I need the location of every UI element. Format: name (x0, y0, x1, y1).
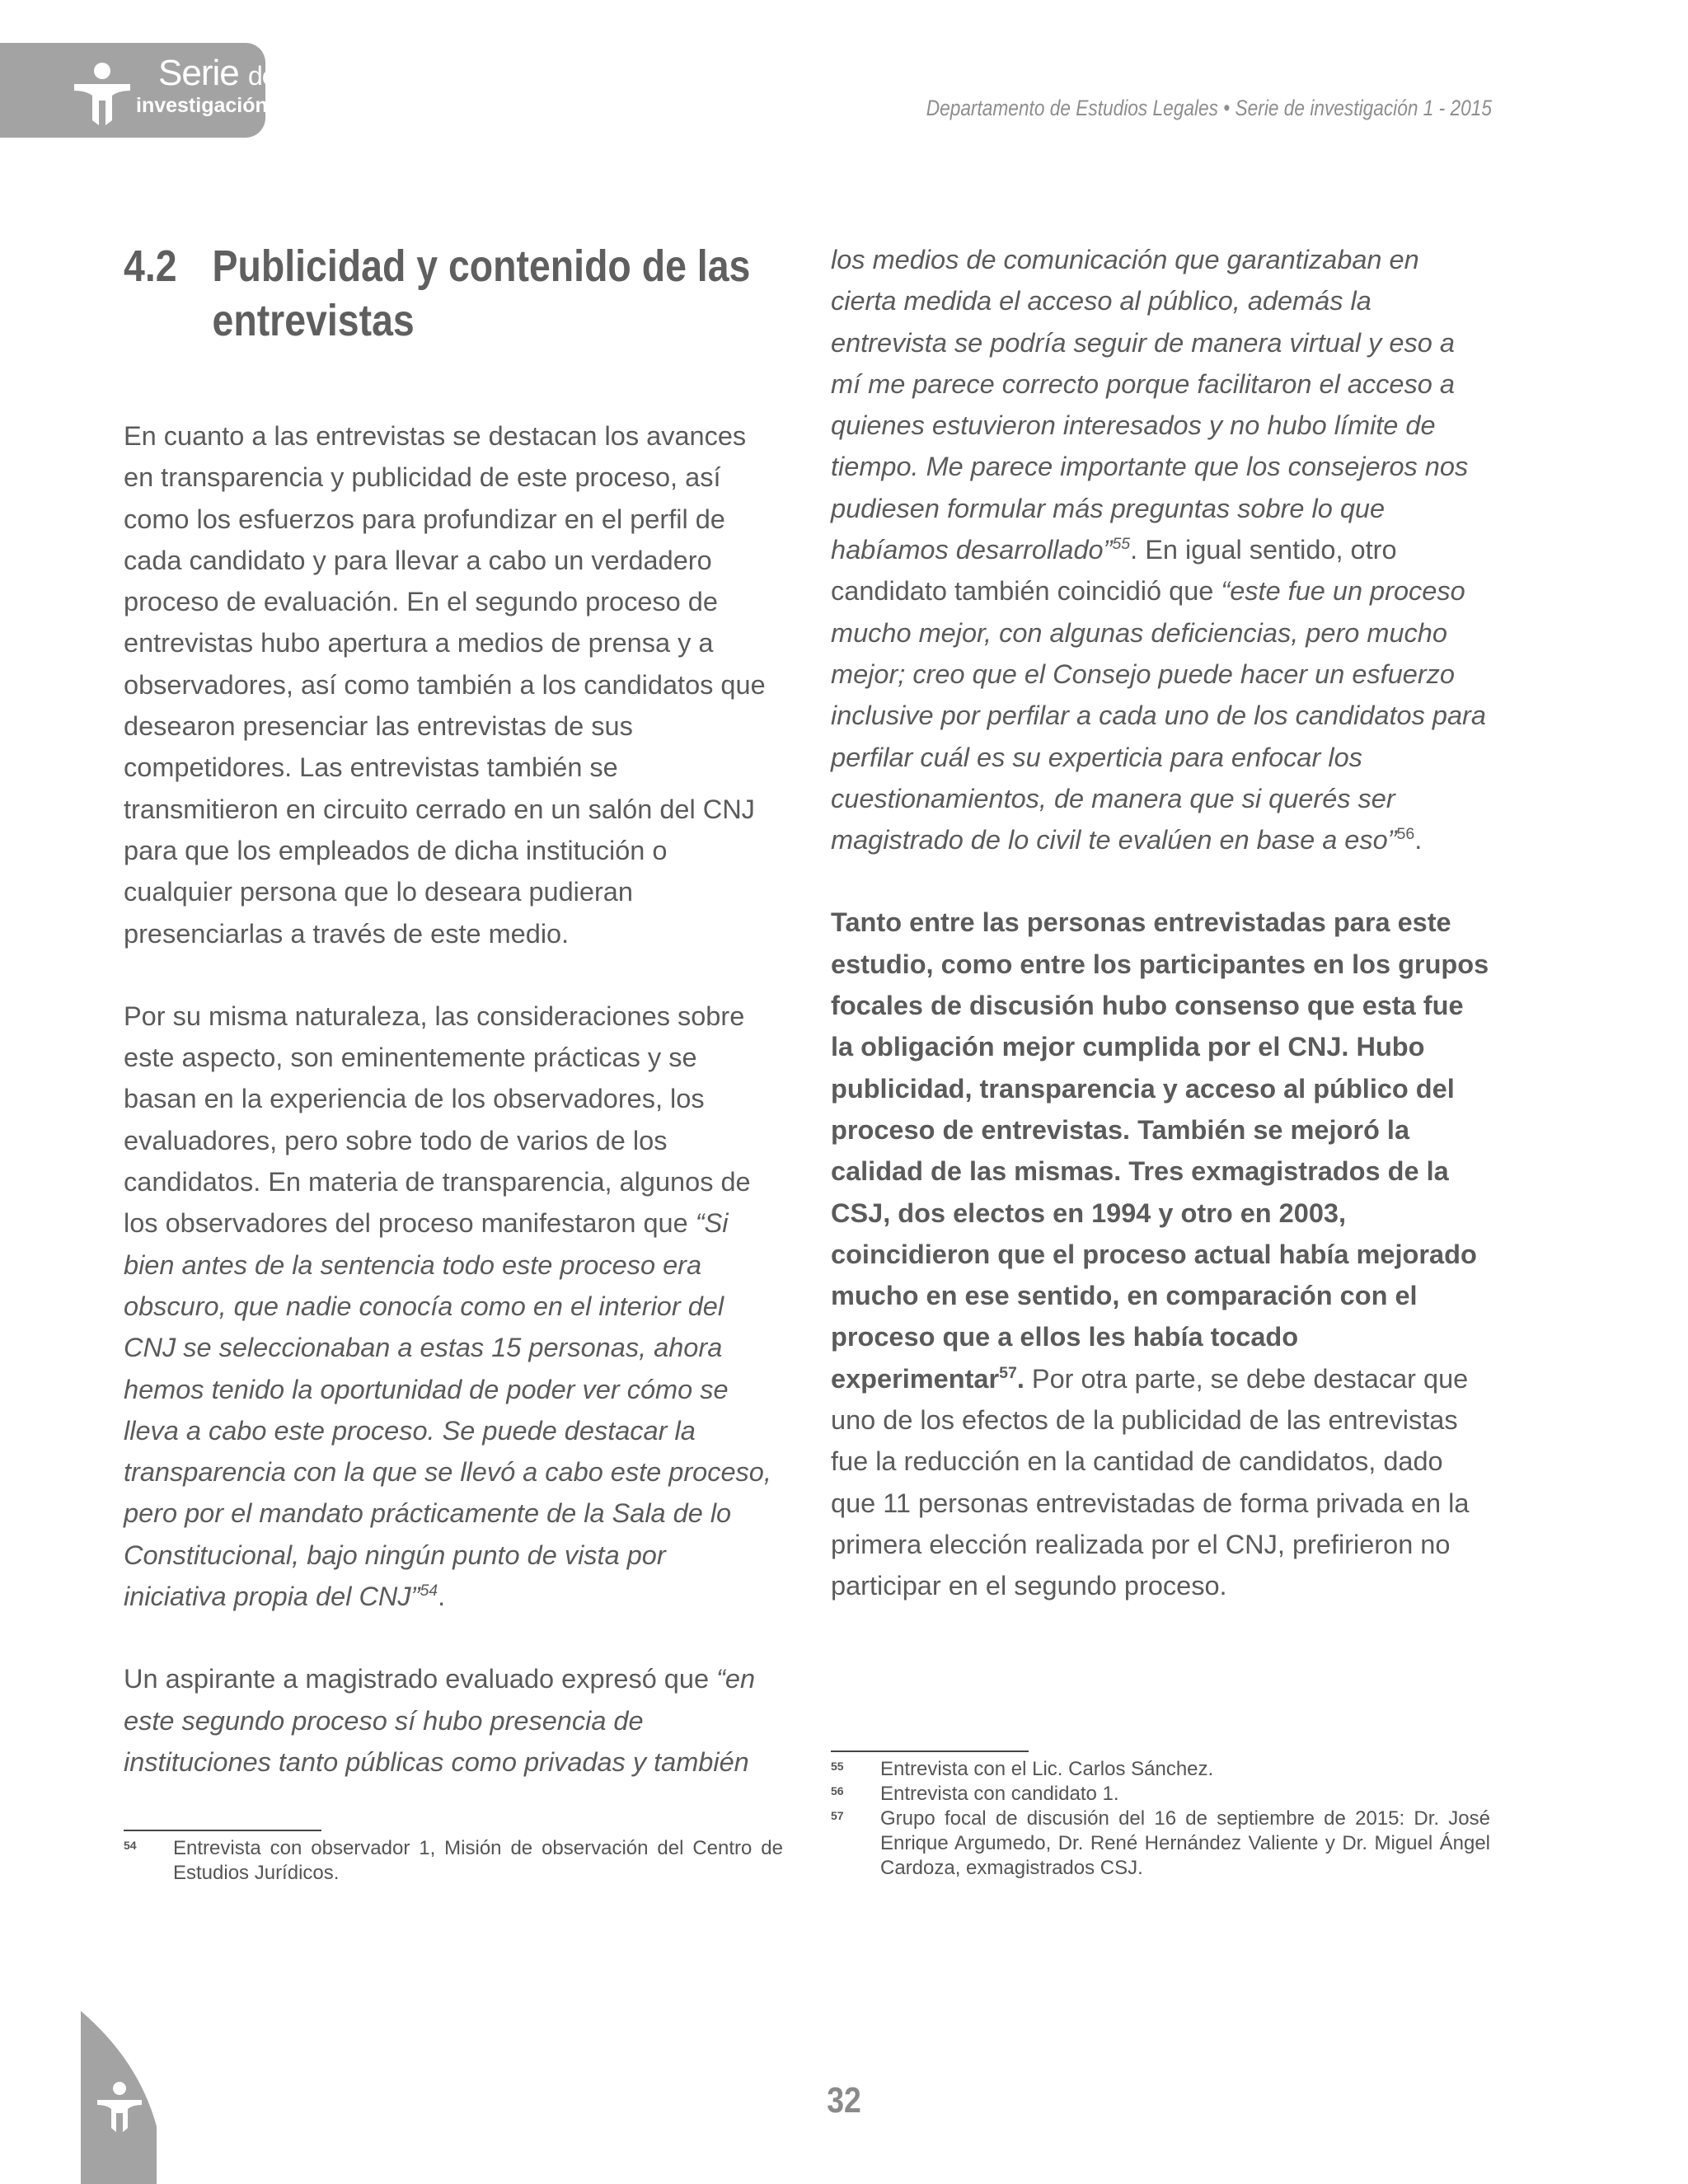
paragraph: Un aspirante a magistrado evaluado expresó que “en este segundo proceso sí hubo presencia de instituciones tanto públicas como privadas y también (124, 1664, 756, 1777)
right-column (831, 239, 1490, 1607)
institution-logo-icon (73, 59, 132, 125)
running-header: Departamento de Estudios Legales • Serie de investigación 1 - 2015 (926, 96, 1492, 120)
footnote: 54 Entrevista con observador 1, Misión de observación del Centro de Estudios Jurídicos. (124, 1837, 783, 1884)
section-number: 4.2 (124, 241, 177, 291)
series-title: Serie de (158, 53, 276, 93)
footnotes-left (124, 1830, 783, 1886)
left-column (124, 239, 775, 1783)
paragraph: Por su misma naturaleza, las consideraciones sobre este aspecto, son eminentemente prácticas y se basan en la experiencia de los observadores, los evaluadores, pero sobre todo de varios de los candidatos. En materia de transparencia, algunos de los observadores del proceso manifestaron que “Si bien antes de la sentencia todo este proceso era obscuro, que nadie conocía como en el interior del CNJ se seleccionaban a estas 15 personas, ahora hemos tenido la oportunidad de poder ver cómo se lleva a cabo este proceso. Se puede destacar la transparencia con la que se llevó a cabo este proceso, pero por el mandato prácticamente de la Sala de lo Constitucional, bajo ningún punto de vista por iniciativa propia del CNJ”$^{54}$. (124, 1001, 771, 1612)
footnote-rule (831, 1750, 1029, 1752)
page-number: 32 (827, 2080, 861, 2121)
series-subtitle: investigación (136, 94, 268, 117)
section-heading (124, 239, 773, 348)
paragraph: los medios de comunicación que garantizaban en cierta medida el acceso al público, además la entrevista se podría seguir de manera virtual y eso a mí me parece correcto porque facilitaron el acceso a quienes estuvieron interesados y no hubo límite de tiempo. Me parece importante que los consejeros nos pudiesen formular más preguntas sobre lo que habíamos desarrollado”$^{55}$. En igual sentido, otro candidato también coincidió que “este fue un proceso mucho mejor, con algunas deficiencias, pero mucho mejor; creo que el Consejo puede hacer un esfuerzo inclusive por perfilar a cada uno de los candidatos para perfilar cuál es su experticia para enfocar los cuestionamientos, de manera que si querés ser magistrado de lo civil te evalúen en base a eso”$^{56}$. (831, 245, 1486, 855)
footnote-ref: 54 (420, 1582, 438, 1601)
footnote-rule (124, 1830, 321, 1831)
footnote-ref: 55 (1112, 535, 1131, 554)
paragraph: En cuanto a las entrevistas se destacan los avances en transparencia y publicidad de este proceso, así como los esfuerzos para profundizar en el perfil de cada candidato y para llevar a cabo un verdadero proceso de evaluación. En el segundo proceso de entrevistas hubo apertura a medios de prensa y a observadores, así como también a los candidatos que desearon presenciar las entrevistas de sus competidores. Las entrevistas también se transmitieron en circuito cerrado en un salón del CNJ para que los empleados de dicha institución o cualquier persona que lo deseara pudieran presenciarlas a través de este medio. (124, 421, 766, 949)
paragraph: Tanto entre las personas entrevistadas para este estudio, como entre los participantes en los grupos focales de discusión hubo consenso que esta fue la obligación mejor cumplida por el CNJ. Hubo publicidad, transparencia y acceso al público del proceso de entrevistas. También se mejoró la calidad de las mismas. Tres exmagistrados de la CSJ, dos electos en 1994 y otro en 2003, coincidieron que el proceso actual había mejorado mucho en ese sentido, en comparación con el proceso que a ellos les había tocado experimentar$^{57}$. Por otra parte, se debe destacar que uno de los efectos de la publicidad de las entrevistas fue la reducción en la cantidad de candidatos, dado que 11 personas entrevistadas de forma privada en la primera elección realizada por el CNJ, prefirieron no participar en el segundo proceso. (831, 907, 1489, 1601)
footnote-ref: 57 (999, 1363, 1017, 1382)
footnote: 55 Entrevista con el Lic. Carlos Sánchez. (831, 1758, 1214, 1780)
footnote: 57 Grupo focal de discusión del 16 de septiembre de 2015: Dr. José Enrique Argumedo, Dr. René Hernández Valiente y Dr. Miguel Ángel Cardoza, exmagistrados CSJ. (831, 1807, 1490, 1879)
section-title: Publicidad y contenido de las entrevistas (212, 241, 751, 345)
footnote-ref: 56 (1396, 825, 1415, 844)
footnote: 56 Entrevista con candidato 1. (831, 1783, 1119, 1805)
series-tab (0, 43, 276, 138)
footnotes-right (831, 1750, 1490, 1881)
